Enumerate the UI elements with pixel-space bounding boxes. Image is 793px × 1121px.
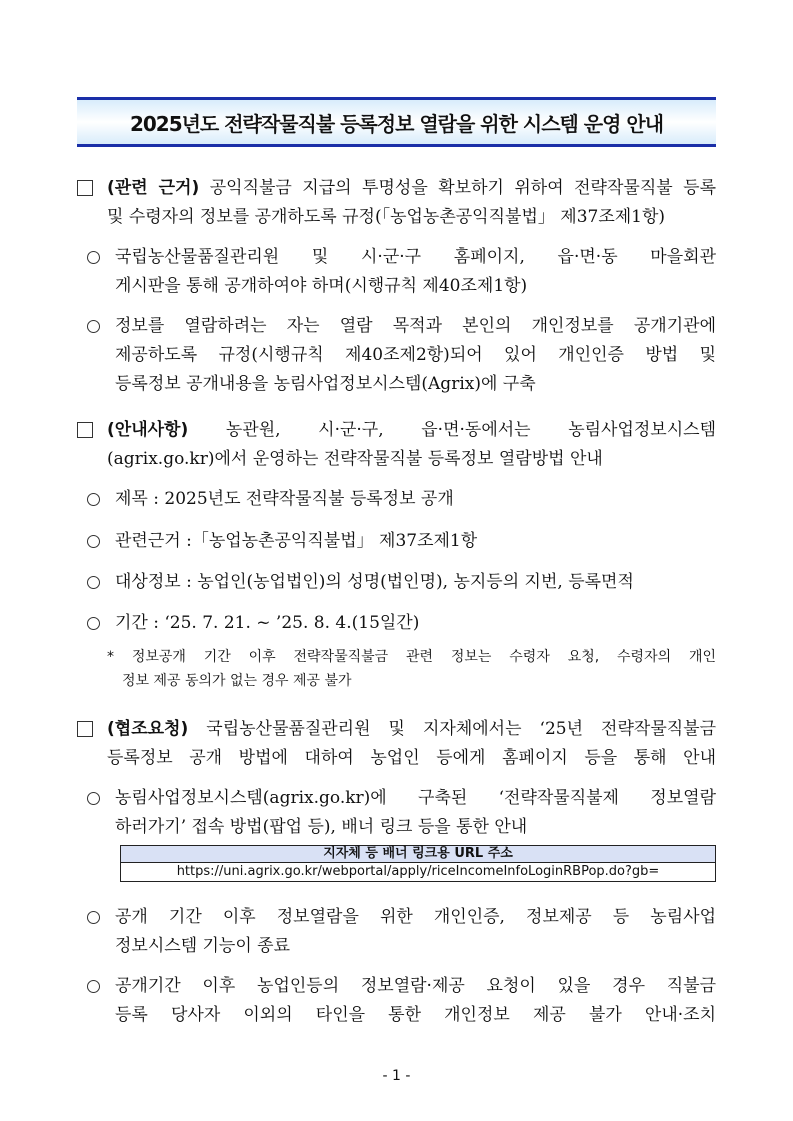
circle-bullet-icon <box>87 911 100 924</box>
text-line: 및 수령자의 정보를 공개하도록 규정(「농업농촌공익직불법」 제37조제1항) <box>107 207 666 227</box>
checkbox-square-icon <box>77 721 93 737</box>
bullet-item: 국립농산물품질관리원 및 시·군·구 홈페이지, 읍·면·동 마을회관 게시판을 통해 공개하여야 하며(시행규칙 제40조제1항) <box>77 243 716 301</box>
bullet-item: 제목 : 2025년도 전략작물직불 등록정보 공개 <box>77 485 716 514</box>
bullet-item: 농림사업정보시스템(agrix.go.kr)에 구축된 ‘전략작물직불제 정보열람 하러가기’ 접속 방법(팝업 등), 배너 링크 등을 통한 안내 <box>77 784 716 842</box>
bullet-item: 정보를 열람하려는 자는 열람 목적과 본인의 개인정보를 공개기관에 제공하도록 규정(시행규칙 제40조제2항)되어 있어 개인인증 방법 및 등록정보 공개내용을 농림사업정보시스템(Agrix)에 구축 <box>77 312 716 399</box>
footnote: * 정보공개 기간 이후 전략작물직불금 관련 정보는 수령자 요청, 수령자의 개인 정보 제공 동의가 없는 경우 제공 불가 <box>107 649 716 689</box>
bullet-item: 공개 기간 이후 정보열람을 위한 개인인증, 정보제공 등 농림사업 정보시스템 기능이 종료 <box>77 903 716 961</box>
circle-bullet-icon <box>87 980 100 993</box>
section-label: (관련 근거) <box>107 178 200 198</box>
circle-bullet-icon <box>87 251 100 264</box>
url-table-header: 지자체 등 배너 링크용 URL 주소 <box>121 846 715 863</box>
banner-url-link[interactable]: https://uni.agrix.go.kr/webportal/apply/riceIncomeInfoLoginRBPop.do?gb= <box>176 864 660 879</box>
bullet-item: 기간 : ‘25. 7. 21. ~ ’25. 8. 4.(15일간) <box>77 609 716 638</box>
section-label: (안내사항) <box>107 420 189 440</box>
circle-bullet-icon <box>87 535 100 548</box>
page-number: - 1 - <box>382 1068 411 1084</box>
circle-bullet-icon <box>87 493 100 506</box>
circle-bullet-icon <box>87 320 100 333</box>
circle-bullet-icon <box>87 617 100 630</box>
circle-bullet-icon <box>87 792 100 805</box>
bullet-item: 대상정보 : 농업인(농업법인)의 성명(법인명), 농지등의 지번, 등록면적 <box>77 568 716 597</box>
bullet-item: 관련근거 :「농업농촌공익직불법」 제37조제1항 <box>77 527 716 556</box>
circle-bullet-icon <box>87 576 100 589</box>
section-guidance: (안내사항) 농관원, 시·군·구, 읍·면·동에서는 농림사업정보시스템 (agrix.go.kr)에서 운영하는 전략작물직불 등록정보 열람방법 안내 <box>77 416 716 474</box>
document-title: 2025년도 전략작물직불 등록정보 열람을 위한 시스템 운영 안내 <box>129 111 664 136</box>
section-legal-basis: (관련 근거) 공익직불금 지급의 투명성을 확보하기 위하여 전략작물직불 등록 및 수령자의 정보를 공개하도록 규정(「농업농촌공익직불법」 제37조제1항) <box>77 174 716 232</box>
checkbox-square-icon <box>77 180 93 196</box>
bullet-item: 공개기간 이후 농업인등의 정보열람·제공 요청이 있을 경우 직불금 등록 당사자 이외의 타인을 통한 개인정보 제공 불가 안내·조치 <box>77 972 716 1030</box>
section-label: (협조요청) <box>107 719 189 739</box>
title-box <box>77 97 716 147</box>
checkbox-square-icon <box>77 422 93 438</box>
section-cooperation: (협조요청) 국립농산물품질관리원 및 지자체에서는 ‘25년 전략작물직불금 등록정보 공개 방법에 대하여 농업인 등에게 홈페이지 등을 통해 안내 <box>77 715 716 773</box>
url-table <box>120 845 716 882</box>
